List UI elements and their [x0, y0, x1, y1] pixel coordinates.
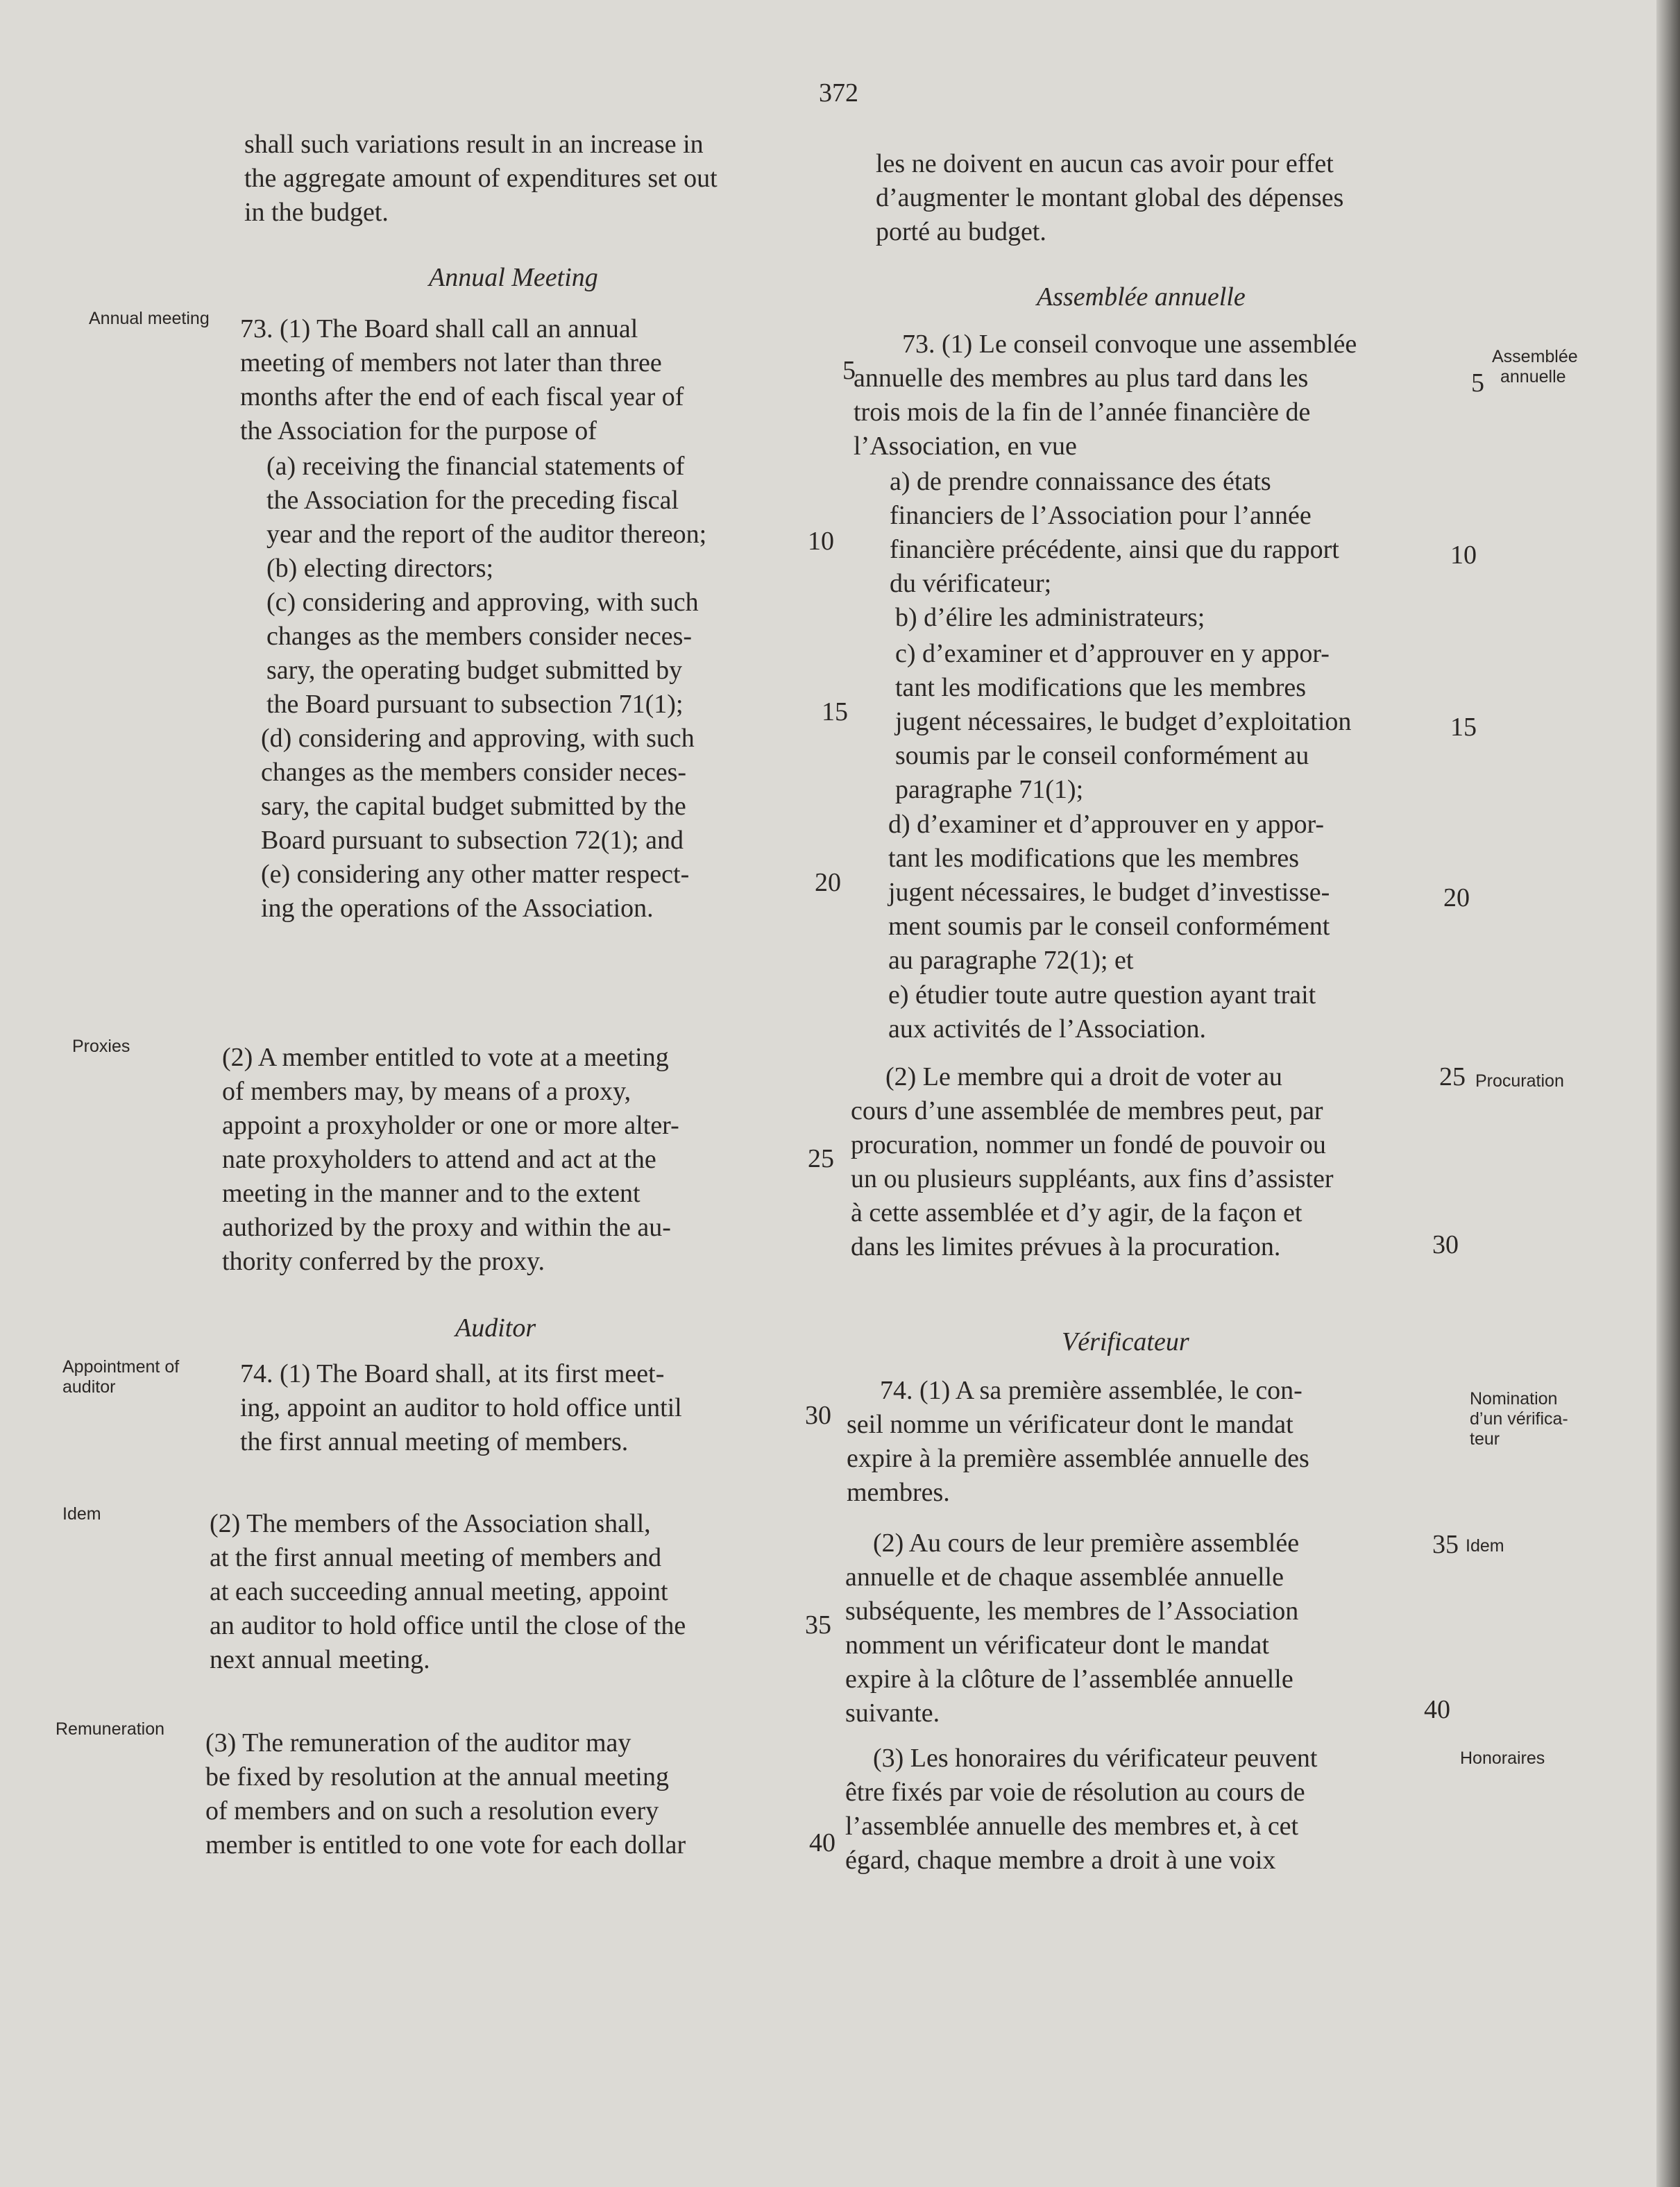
fr-section-74-2: (2) Au cours de leur première assemblée annuelle et de chaque assemblée annuelle subséquente, les membres de l’Association nomment un vérificateur dont le mandat expire à la clôture de l’assemblée annuelle suivante.	[845, 1529, 1300, 1728]
en-section-74-1: 74. (1) The Board shall, at its first meet- ing, appoint an auditor to hold office until the first annual meeting of members.	[240, 1359, 682, 1456]
fr-line-number: 40	[1424, 1695, 1450, 1724]
fr-line-number: 10	[1450, 541, 1477, 570]
fr-line-number: 25	[1439, 1062, 1466, 1091]
fr-item-b: b) d’élire les administrateurs;	[895, 603, 1205, 632]
en-section-73-2: (2) A member entitled to vote at a meeting of members may, by means of a proxy, appoint a proxyholder or one or more alter- nate proxyholders to attend and act at the meeting in the manner and to the extent authorized by the proxy and within the au- thority conferred by the proxy.	[222, 1043, 679, 1276]
fr-margin-idem: Idem	[1466, 1536, 1504, 1556]
page-binding-edge	[1656, 0, 1680, 2187]
fr-section-73-2: (2) Le membre qui a droit de voter au cours d’une assemblée de membres peut, par procuration, nommer un fondé de pouvoir ou un ou plusieurs suppléants, aux fins d’assister à cette assemblée et d’y agir, de la façon et dans les limites prévues à la procuration.	[851, 1062, 1334, 1261]
fr-section-73-1: 73. (1) Le conseil convoque une assemblée annuelle des membres au plus tard dans les trois mois de la fin de l’année financière de l’Association, en vue	[854, 330, 1357, 461]
fr-margin-procuration: Procuration	[1475, 1071, 1564, 1091]
fr-item-d: d) d’examiner et d’approuver en y appor- tant les modifications que les membres jugent nécessaires, le budget d’investisse- ment soumis par le conseil conformément au paragraphe 72(1); et	[888, 810, 1330, 975]
en-line-number: 20	[815, 868, 841, 897]
fr-heading-auditor: Vérificateur	[1062, 1327, 1189, 1356]
en-line-number: 30	[805, 1401, 831, 1430]
en-line-number: 15	[822, 697, 848, 726]
en-line-number: 5	[842, 356, 856, 385]
en-item-c: (c) considering and approving, with such changes as the members consider neces- sary, the operating budget submitted by the Board pursuant to subsection 71(1);	[266, 588, 699, 719]
en-line-number: 35	[805, 1610, 831, 1640]
en-item-b: (b) electing directors;	[266, 554, 494, 583]
page-number: 372	[819, 78, 858, 108]
fr-margin-nomination: Nomination d’un vérifica- teur	[1470, 1389, 1568, 1449]
fr-line-number: 15	[1450, 713, 1477, 742]
fr-line-number: 20	[1443, 883, 1470, 912]
en-section-74-3: (3) The remuneration of the auditor may be fixed by resolution at the annual meeting of members and on such a resolution every member is entitled to one vote for each dollar	[205, 1728, 686, 1860]
en-section-74-2: (2) The members of the Association shall, at the first annual meeting of members and at each succeeding annual meeting, appoint an auditor to hold office until the close of the next annual meeting.	[210, 1509, 686, 1674]
fr-item-c: c) d’examiner et d’approuver en y appor- tant les modifications que les membres jugent nécessaires, le budget d’exploitation soumis par le conseil conformément au paragraphe 71(1);	[895, 639, 1352, 804]
fr-line-number: 30	[1432, 1230, 1459, 1259]
fr-item-a: a) de prendre connaissance des états financiers de l’Association pour l’année financière précédente, ainsi que du rapport du vérificateur;	[890, 467, 1339, 598]
fr-margin-honoraires: Honoraires	[1460, 1748, 1545, 1768]
fr-line-number: 35	[1432, 1530, 1459, 1559]
en-margin-annual-meeting: Annual meeting	[89, 309, 210, 328]
en-item-a: (a) receiving the financial statements of the Association for the preceding fiscal year and the report of the auditor thereon;	[266, 452, 707, 549]
en-line-number: 10	[808, 527, 834, 556]
en-heading-auditor: Auditor	[455, 1313, 536, 1343]
en-section-73-1: 73. (1) The Board shall call an annual meeting of members not later than three months after the end of each fiscal year of the Association for the purpose of	[240, 314, 684, 445]
en-margin-appointment: Appointment of auditor	[62, 1357, 180, 1397]
en-margin-idem: Idem	[62, 1504, 101, 1524]
fr-heading-annual-meeting: Assemblée annuelle	[1037, 282, 1246, 312]
fr-section-74-1: 74. (1) A sa première assemblée, le con- seil nomme un vérificateur dont le mandat expire à la première assemblée annuelle des membres.	[847, 1376, 1309, 1507]
en-margin-proxies: Proxies	[72, 1037, 130, 1056]
en-heading-annual-meeting: Annual Meeting	[429, 263, 598, 292]
en-item-e: (e) considering any other matter respect- ing the operations of the Association.	[261, 860, 690, 923]
en-line-number: 25	[808, 1144, 834, 1173]
en-line-number: 40	[809, 1828, 835, 1857]
fr-line-number: 5	[1471, 368, 1484, 398]
fr-margin-assemblee: Assemblée annuelle	[1492, 347, 1578, 386]
fr-intro: les ne doivent en aucun cas avoir pour effet d’augmenter le montant global des dépenses porté au budget.	[876, 149, 1344, 246]
en-margin-remuneration: Remuneration	[56, 1719, 165, 1739]
fr-item-e: e) étudier toute autre question ayant trait aux activités de l’Association.	[888, 980, 1316, 1044]
fr-section-74-3: (3) Les honoraires du vérificateur peuvent être fixés par voie de résolution au cours de l’assemblée annuelle des membres et, à cet égard, chaque membre a droit à une voix	[845, 1744, 1318, 1875]
en-intro: shall such variations result in an increase in the aggregate amount of expenditures set out in the budget.	[244, 130, 718, 227]
en-item-d: (d) considering and approving, with such changes as the members consider neces- sary, the capital budget submitted by the Board pursuant to subsection 72(1); and	[261, 724, 695, 855]
